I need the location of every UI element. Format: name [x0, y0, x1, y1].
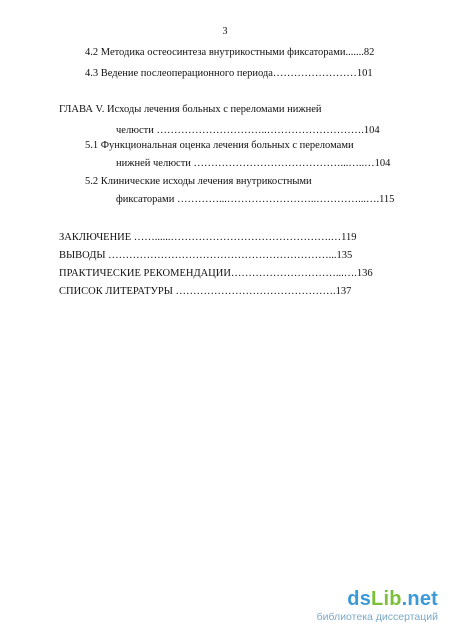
toc-entry-chapter-5-continuation: челюсти …………………………..……………………….104: [116, 125, 380, 136]
toc-entry-5-1-title: 5.1 Функциональная оценка лечения больных с переломами: [85, 140, 354, 151]
dslib-watermark[interactable]: [298, 588, 438, 623]
toc-entry-references: СПИСОК ЛИТЕРАТУРЫ ……………………………………….137: [59, 286, 352, 297]
toc-entry-recommendations: ПРАКТИЧЕСКИЕ РЕКОМЕНДАЦИИ…………………………...….136: [59, 268, 373, 279]
toc-entry-4-2: 4.2 Методика остеосинтеза внутрикостными фиксаторами.......82: [85, 47, 375, 58]
dslib-logo: dsLib.net: [347, 588, 438, 610]
toc-entry-findings: ВЫВОДЫ ………………………………………………………...135: [59, 250, 353, 261]
toc-entry-chapter-5-title: ГЛАВА V. Исходы лечения больных с переломами нижней: [59, 104, 322, 115]
toc-entry-5-2-continuation: фиксаторами …………...……………………..…………...….115: [116, 194, 395, 205]
dslib-subtitle: библиотека диссертаций: [316, 611, 438, 623]
toc-entry-5-2-title: 5.2 Клинические исходы лечения внутрикостными: [85, 176, 312, 187]
toc-entry-5-1-continuation: нижней челюсти ……………………………………...…..…104: [116, 158, 391, 169]
toc-entry-4-3: 4.3 Ведение послеоперационного периода……………………101: [85, 68, 373, 79]
toc-entry-conclusion: ЗАКЛЮЧЕНИЕ ……......……………………………………….…119: [59, 232, 357, 243]
page-number: 3: [222, 26, 228, 37]
